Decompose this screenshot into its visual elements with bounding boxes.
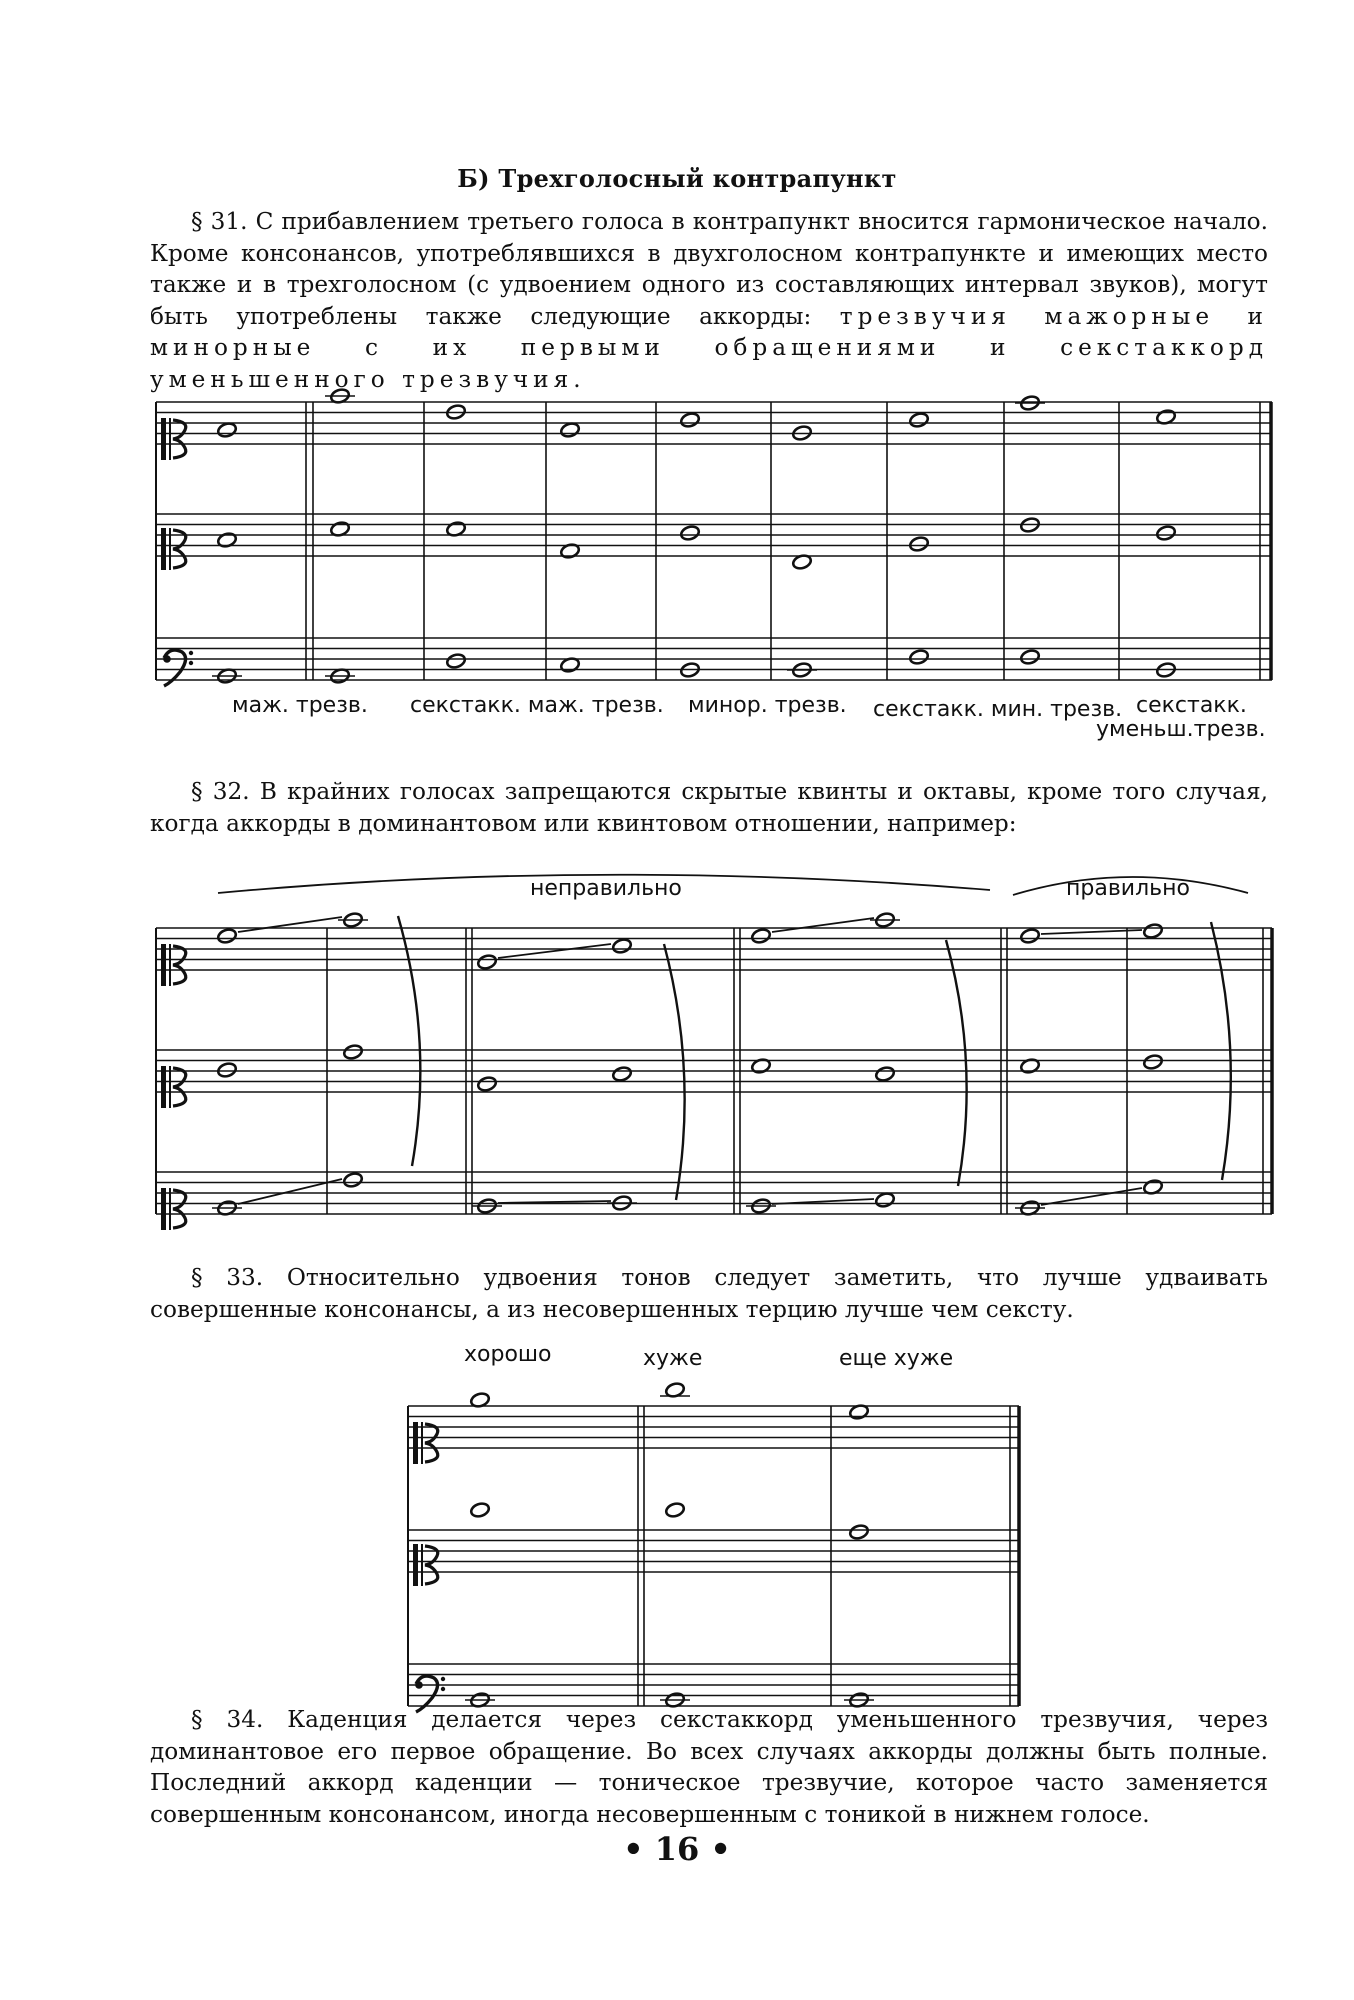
whole-note (612, 1066, 633, 1083)
whole-note (1020, 928, 1041, 945)
paragraph-32-text: § 32. В крайних голосах запрещаются скрытые квинты и октавы, кроме того случая, когда аккорды в доминантовом или квинтовом отношении, например: (150, 778, 1268, 837)
label-sixth-major: секстакк. маж. трезв. (410, 693, 664, 718)
c-clef-bar (169, 1066, 171, 1108)
whole-note (849, 1524, 870, 1541)
c-clef-bar (161, 944, 166, 986)
whole-note (1020, 517, 1041, 534)
whole-note (875, 912, 896, 929)
connector-line (1041, 930, 1142, 934)
label-right: правильно (1066, 876, 1190, 901)
c-clef-bar (413, 1422, 418, 1464)
whole-note (680, 525, 701, 542)
whole-note (477, 1076, 498, 1093)
c-clef-bar (161, 1066, 166, 1108)
label-good: хорошо (464, 1342, 552, 1367)
label-dim-triad: уменьш.трезв. (1096, 717, 1266, 742)
whole-note (217, 928, 238, 945)
connector-line (772, 1199, 874, 1204)
whole-note (1156, 662, 1177, 679)
label-sixth-dim: секстакк. (1136, 693, 1247, 718)
grouping-bracket (946, 940, 967, 1186)
paragraph-31 (150, 206, 1268, 395)
whole-note (217, 1062, 238, 1079)
whole-note (330, 668, 351, 685)
connector-line (1041, 1188, 1142, 1205)
whole-note (217, 532, 238, 549)
f-clef-dot (189, 661, 193, 665)
c-clef-curl (173, 420, 186, 458)
c-clef-bar (421, 1544, 423, 1586)
paragraph-31-text: § 31. С прибавлением третьего голоса в контрапункт вносится гармоническое начало. Кроме консонансов, употреблявшихся в двухголосном контрапункте и имеющих место также и в трехголосном (с удвоением одного из составляющих интервал звуков), могут быть употреблены также следующие аккорды: (150, 208, 1268, 330)
c-clef-bar (169, 528, 171, 570)
connector-line (498, 1201, 611, 1203)
c-clef-curl (173, 1068, 186, 1106)
c-clef-bar (161, 528, 166, 570)
f-clef-curve (164, 650, 186, 686)
c-clef-bar (169, 944, 171, 986)
whole-note (1020, 395, 1041, 412)
label-wrong: неправильно (530, 876, 682, 901)
whole-note (792, 425, 813, 442)
c-clef-curl (173, 530, 186, 568)
connector-line (238, 917, 342, 932)
paragraph-34 (150, 1704, 1268, 1830)
f-clef-dot (189, 651, 193, 655)
whole-note (792, 554, 813, 571)
label-even-worse: еще хуже (839, 1346, 954, 1371)
whole-note (560, 422, 581, 439)
whole-note (446, 653, 467, 670)
c-clef-bar (169, 1188, 171, 1230)
c-clef-curl (425, 1546, 438, 1584)
whole-note (612, 938, 633, 955)
whole-note (446, 404, 467, 421)
paragraph-32 (150, 776, 1268, 839)
page-number: • 16 • (623, 1830, 731, 1868)
grouping-bracket (664, 944, 685, 1200)
c-clef-curl (173, 1190, 186, 1228)
whole-note (217, 668, 238, 685)
connector-line (772, 918, 874, 932)
f-clef-dot (415, 1681, 423, 1689)
f-clef-dot (163, 655, 171, 663)
label-worse: хуже (643, 1346, 703, 1371)
whole-note (330, 521, 351, 538)
whole-note (875, 1066, 896, 1083)
whole-note (680, 662, 701, 679)
whole-note (849, 1404, 870, 1421)
whole-note (751, 1198, 772, 1215)
grouping-bracket (1211, 922, 1231, 1180)
whole-note (470, 1392, 491, 1409)
whole-note (1143, 1054, 1164, 1071)
c-clef-curl (173, 946, 186, 984)
section-heading: Б) Трехголосный контрапункт (457, 164, 897, 193)
whole-note (665, 1382, 686, 1399)
whole-note (560, 543, 581, 560)
label-sixth-minor: секстакк. мин. трезв. (873, 697, 1123, 722)
whole-note (909, 649, 930, 666)
label-major-triad: маж. трезв. (232, 693, 368, 718)
f-clef-dot (441, 1687, 445, 1691)
whole-note (217, 1200, 238, 1217)
whole-note (470, 1502, 491, 1519)
whole-note (560, 657, 581, 674)
whole-note (751, 1058, 772, 1075)
whole-note (665, 1502, 686, 1519)
whole-note (612, 1195, 633, 1212)
whole-note (477, 954, 498, 971)
whole-note (1020, 1200, 1041, 1217)
c-clef-curl (425, 1424, 438, 1462)
whole-note (1143, 923, 1164, 940)
c-clef-bar (421, 1422, 423, 1464)
whole-note (1020, 649, 1041, 666)
paragraph-33 (150, 1262, 1268, 1325)
paragraph-34-text: § 34. Каденция делается через секстаккорд уменьшенного трезвучия, через доминантовое его первое обращение. Во всех случаях аккорды должны быть полные. Последний аккорд каденции — тоническое трезвучие, которое часто заменяется совершенным консонансом, иногда несовершенным с тоникой в нижнем голосе. (150, 1706, 1268, 1828)
whole-note (217, 422, 238, 439)
whole-note (343, 1172, 364, 1189)
c-clef-bar (161, 1188, 166, 1230)
c-clef-bar (161, 418, 166, 460)
whole-note (680, 412, 701, 429)
whole-note (909, 412, 930, 429)
whole-note (446, 521, 467, 538)
whole-note (343, 912, 364, 929)
whole-note (343, 1044, 364, 1061)
f-clef-dot (441, 1677, 445, 1681)
whole-note (1143, 1179, 1164, 1196)
whole-note (1020, 1058, 1041, 1075)
whole-note (1156, 525, 1177, 542)
c-clef-bar (169, 418, 171, 460)
whole-note (751, 928, 772, 945)
paragraph-33-text: § 33. Относительно удвоения тонов следует заметить, что лучше удваивать совершенные консонансы, а из несовершенных терцию лучше чем сексту. (150, 1264, 1268, 1323)
whole-note (477, 1198, 498, 1215)
c-clef-bar (413, 1544, 418, 1586)
label-minor-triad: минор. трезв. (688, 693, 847, 718)
whole-note (909, 536, 930, 553)
paragraph-31-spaced-text: трезвучия мажорные и минорные с их первыми обращениями и секстаккорд уменьшенного трезвучия. (150, 302, 1268, 393)
connector-line (238, 1179, 342, 1204)
whole-note (1156, 409, 1177, 426)
grouping-bracket (398, 916, 420, 1166)
connector-line (498, 944, 611, 958)
whole-note (875, 1192, 896, 1209)
whole-note (792, 662, 813, 679)
